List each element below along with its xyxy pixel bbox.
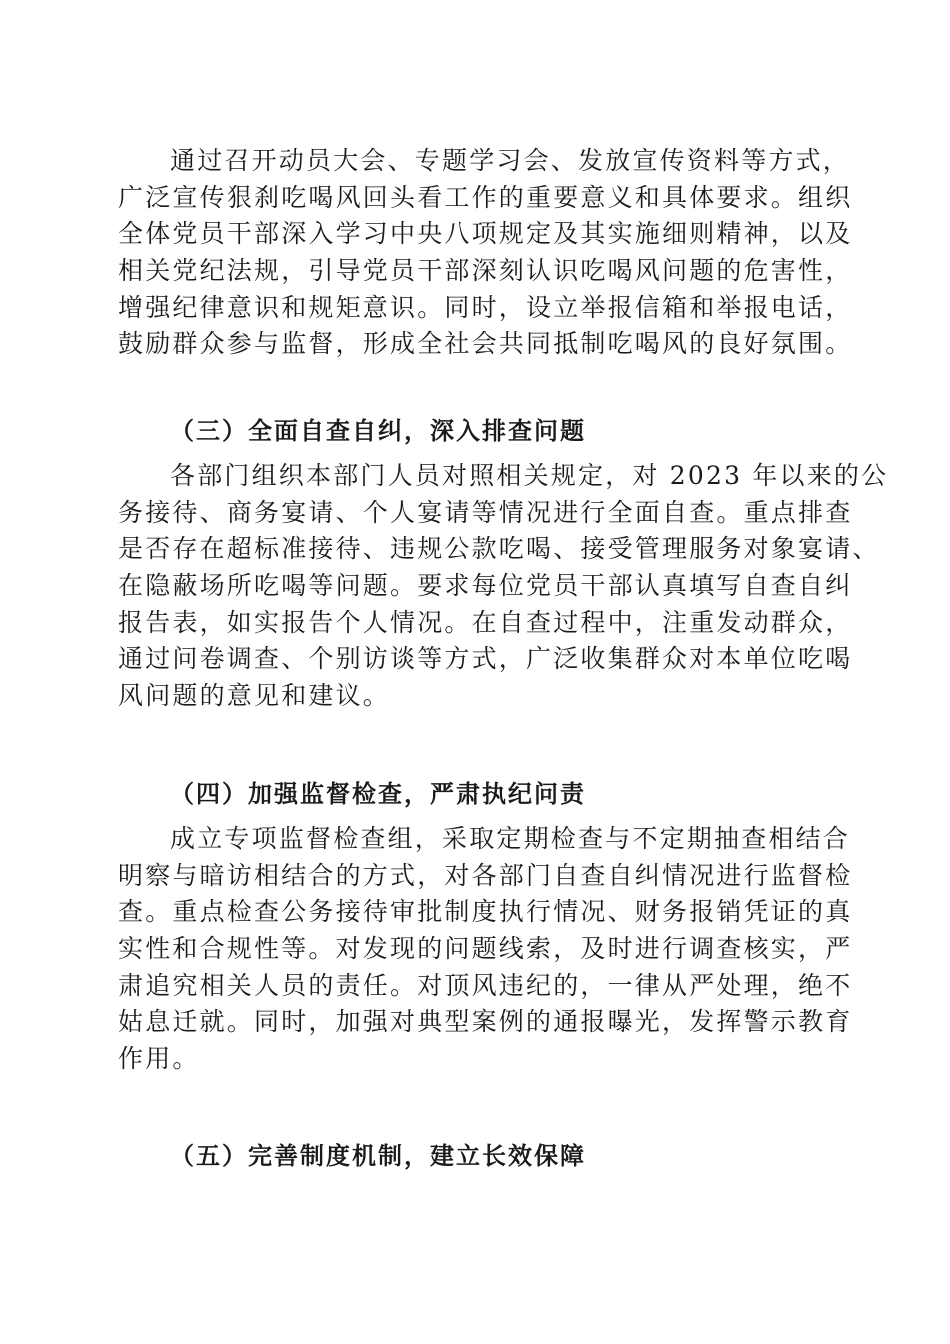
paragraph-self-inspection (118, 458, 889, 715)
paragraph-line: 通过问卷调查、个别访谈等方式，广泛收集群众对本单位吃喝 (118, 644, 853, 674)
paragraph-publicity (118, 143, 853, 363)
paragraph-line: 增强纪律意识和规矩意识。同时，设立举报信箱和举报电话， (118, 292, 853, 322)
paragraph-line: 通过召开动员大会、专题学习会、发放宣传资料等方式， (170, 146, 851, 175)
section-heading-4: （四）加强监督检查，严肃执纪问责 (170, 780, 586, 808)
paragraph-line: 全体党员干部深入学习中央八项规定及其实施细则精神，以及 (118, 219, 853, 249)
paragraph-line: 作用。 (118, 1044, 200, 1074)
paragraph-line: 明察与暗访相结合的方式，对各部门自查自纠情况进行监督检 (118, 860, 853, 890)
paragraph-line: 鼓励群众参与监督，形成全社会共同抵制吃喝风的良好氛围。 (118, 329, 853, 359)
paragraph-line: 查。重点检查公务接待审批制度执行情况、财务报销凭证的真 (118, 897, 853, 927)
section-heading-3: （三）全面自查自纠，深入排查问题 (170, 417, 586, 445)
paragraph-line: 肃追究相关人员的责任。对顶风违纪的，一律从严处理，绝不 (118, 970, 853, 1000)
paragraph-line: 报告表，如实报告个人情况。在自查过程中，注重发动群众， (118, 607, 853, 637)
paragraph-line: 风问题的意见和建议。 (118, 681, 391, 711)
paragraph-supervision (118, 821, 853, 1078)
paragraph-line: 相关党纪法规，引导党员干部深刻认识吃喝风问题的危害性， (118, 256, 853, 286)
paragraph-line: 各部门组织本部门人员对照相关规定，对 2023 年以来的公 (170, 461, 889, 490)
paragraph-line: 在隐蔽场所吃喝等问题。要求每位党员干部认真填写自查自纠 (118, 571, 853, 601)
paragraph-line: 成立专项监督检查组，采取定期检查与不定期抽查相结合 (170, 824, 851, 853)
paragraph-line: 姑息迁就。同时，加强对典型案例的通报曝光，发挥警示教育 (118, 1007, 853, 1037)
paragraph-line: 广泛宣传狠刹吃喝风回头看工作的重要意义和具体要求。组织 (118, 182, 853, 212)
section-heading-5: （五）完善制度机制，建立长效保障 (170, 1142, 586, 1170)
paragraph-line: 实性和合规性等。对发现的问题线索，及时进行调查核实，严 (118, 934, 853, 964)
paragraph-line: 务接待、商务宴请、个人宴请等情况进行全面自查。重点排查 (118, 497, 853, 527)
paragraph-line: 是否存在超标准接待、违规公款吃喝、接受管理服务对象宴请、 (118, 534, 880, 564)
